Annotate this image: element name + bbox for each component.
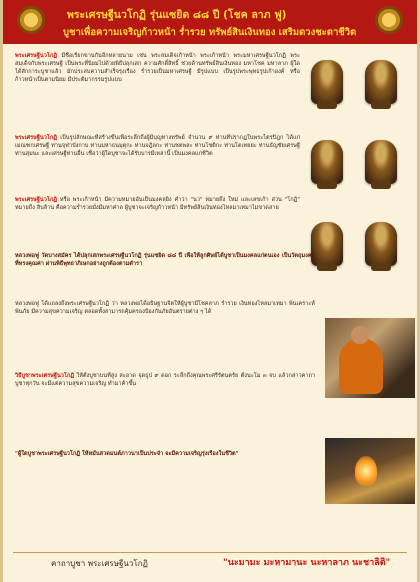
amulet-image	[365, 140, 397, 184]
amulet-image	[311, 222, 343, 266]
paragraph-4-body: หลวงพ่อฟู วัดบางสมัคร ได้ปลุกเสกพระเศรษฐีนวโกฏิ รุ่นแซยิด ๘๘ ปี เพื่อให้ลูกศิษย์ได้บูชาเป็นมงคลแก่ตนเอง เป็นวัตถุมงคลที่ทรงคุณค่า ผ่านพิธีพุทธาภิเษกอย่างถูกต้องตามตำรา	[15, 253, 315, 268]
page-subtitle: บูชาเพื่อความเจริญก้าวหน้า ร่ำรวย ทรัพย์สินเงินทอง เสริมดวงชะตาชีวิต	[63, 27, 357, 38]
paragraph-1-lead: พระเศรษฐีนวโกฏิ	[15, 53, 58, 59]
amulet-image	[365, 222, 397, 266]
left-seal-icon	[17, 6, 45, 34]
worship-section	[15, 372, 315, 436]
paragraph-3-lead: พระเศรษฐีนวโกฏิ	[15, 197, 58, 203]
paragraph-5-body: หลวงพ่อฟู ได้แถลงถึงพระเศรษฐีนวโกฏิ ว่า หลวงพ่อได้อธิษฐานจิตให้ผู้บูชามีโชคลาภ ร่ำรวย เงินทองไหลมาเทมา พ้นเคราะห์พ้นภัย มีความสุขความเจริญ ตลอดทั้งสามารถคุ้มครองป้องกันภัยอันตรายต่าง ๆ ได้	[15, 301, 315, 316]
amulet-image	[311, 60, 343, 104]
quote-text: "ผู้ใดบูชาพระเศรษฐีนวโกฏิ ให้หมั่นสวดมนต์ภาวนาเป็นประจำ จะมีความเจริญรุ่งเรืองในชีวิต"	[15, 451, 239, 457]
quote-block	[15, 450, 315, 540]
mantra-label: คาถาบูชา พระเศรษฐีนวโกฏิ	[51, 559, 148, 568]
paragraph-1	[15, 52, 300, 128]
paragraph-4	[15, 252, 315, 292]
paragraph-5	[15, 300, 315, 364]
ceremony-photo	[325, 438, 415, 504]
amulet-image	[311, 140, 343, 184]
paragraph-2-lead: พระเศรษฐีนวโกฏิ	[15, 135, 58, 141]
footer-mantra	[13, 552, 407, 573]
paragraph-2-body: เป็นรูปลักษณะที่สร้างขึ้นเพื่อระลึกถึงผู้มีบุญทางทรัพย์ จำนวน ๙ ท่านที่ปรากฏในพระไตรปิฎก ได้แก่ เมณฑกเศรษฐี ท่านจุฬาบังกาบ ท่านมหาธนมุตุกะ ท่านจฎิลกะ ท่านชตพละ ท่านโชติกะ ท่านโตเทยยะ ท่านธัญชัยเศรษฐี ท่านสุมนะ และเศรษฐีท่านอื่น เชื่อว่าผู้ใดบูชาจะได้รับบารมีเหล่านี้ เป็นมงคลแก่ชีวิต	[15, 135, 300, 158]
monk-photo	[325, 318, 415, 398]
worship-body: ให้ตั้งบูชาบนที่สูง สะอาด จุดธูป ๙ ดอก ระลึกถึงคุณพระศรีรัตนตรัย ตั้งนะโม ๓ จบ แล้วกล่าวคาถาบูชาทุกวัน จะมีแต่ความสุขความเจริญ ทำมาค้าขึ้น	[15, 373, 315, 388]
amulet-image	[365, 60, 397, 104]
page-title: พระเศรษฐีนวโกฏิ รุ่นแซยิด ๘๘ ปี (โชค ลาภ ฟู)	[67, 9, 287, 21]
paragraph-1-body: มีชื่อเรียกขานกันอีกหลายนาม เช่น พระสมเด็จเก้าหน้า พระเก้าหน้า พระมหาเศรษฐีนวโกฏิ พระสมเด็จกับพระเศรษฐี เป็นพระที่นิยมไปด้วยพิธีปลุกเสก ความศักดิ์สิทธิ์ ช่วยด้านทรัพย์สินเงินทอง มหาโชค มหาลาภ ผู้ใดได้สักการะบูชาแล้ว มักประสบความสำเร็จรุ่งเรือง ร่ำรวยเป็นมหาเศรษฐี มีรูปแบบ เป็นรูปพระพุทธรูปเก้าองค์ หรือก้าวหน้าเป็นตามนิยม มีประติมากรรมรูปแบบ	[15, 53, 300, 84]
header-banner	[3, 0, 417, 44]
paragraph-3	[15, 196, 300, 246]
paragraph-2	[15, 134, 300, 192]
worship-heading: วิธีบูชาพระเศรษฐีนวโกฏิ	[15, 373, 75, 379]
mantra-text: "นะมามะ มะหามานะ นะหาลาภ นะชาลิติ"	[223, 558, 391, 568]
paragraph-3-body: หรือ พระเก้าหน้า มีความหมายอันเป็นมงคลยิ่ง คำว่า "นว" หมายถึง ใหม่ และเลขเก้า ส่วน "โกฏิ" หมายถึง สิบล้าน คือความร่ำรวยมั่งมีมหาศาล ผู้บูชาจะเจริญก้าวหน้า มีทรัพย์สินเงินทองไหลมาเทมาไม่ขาดสาย	[15, 197, 300, 212]
right-seal-icon	[375, 6, 403, 34]
